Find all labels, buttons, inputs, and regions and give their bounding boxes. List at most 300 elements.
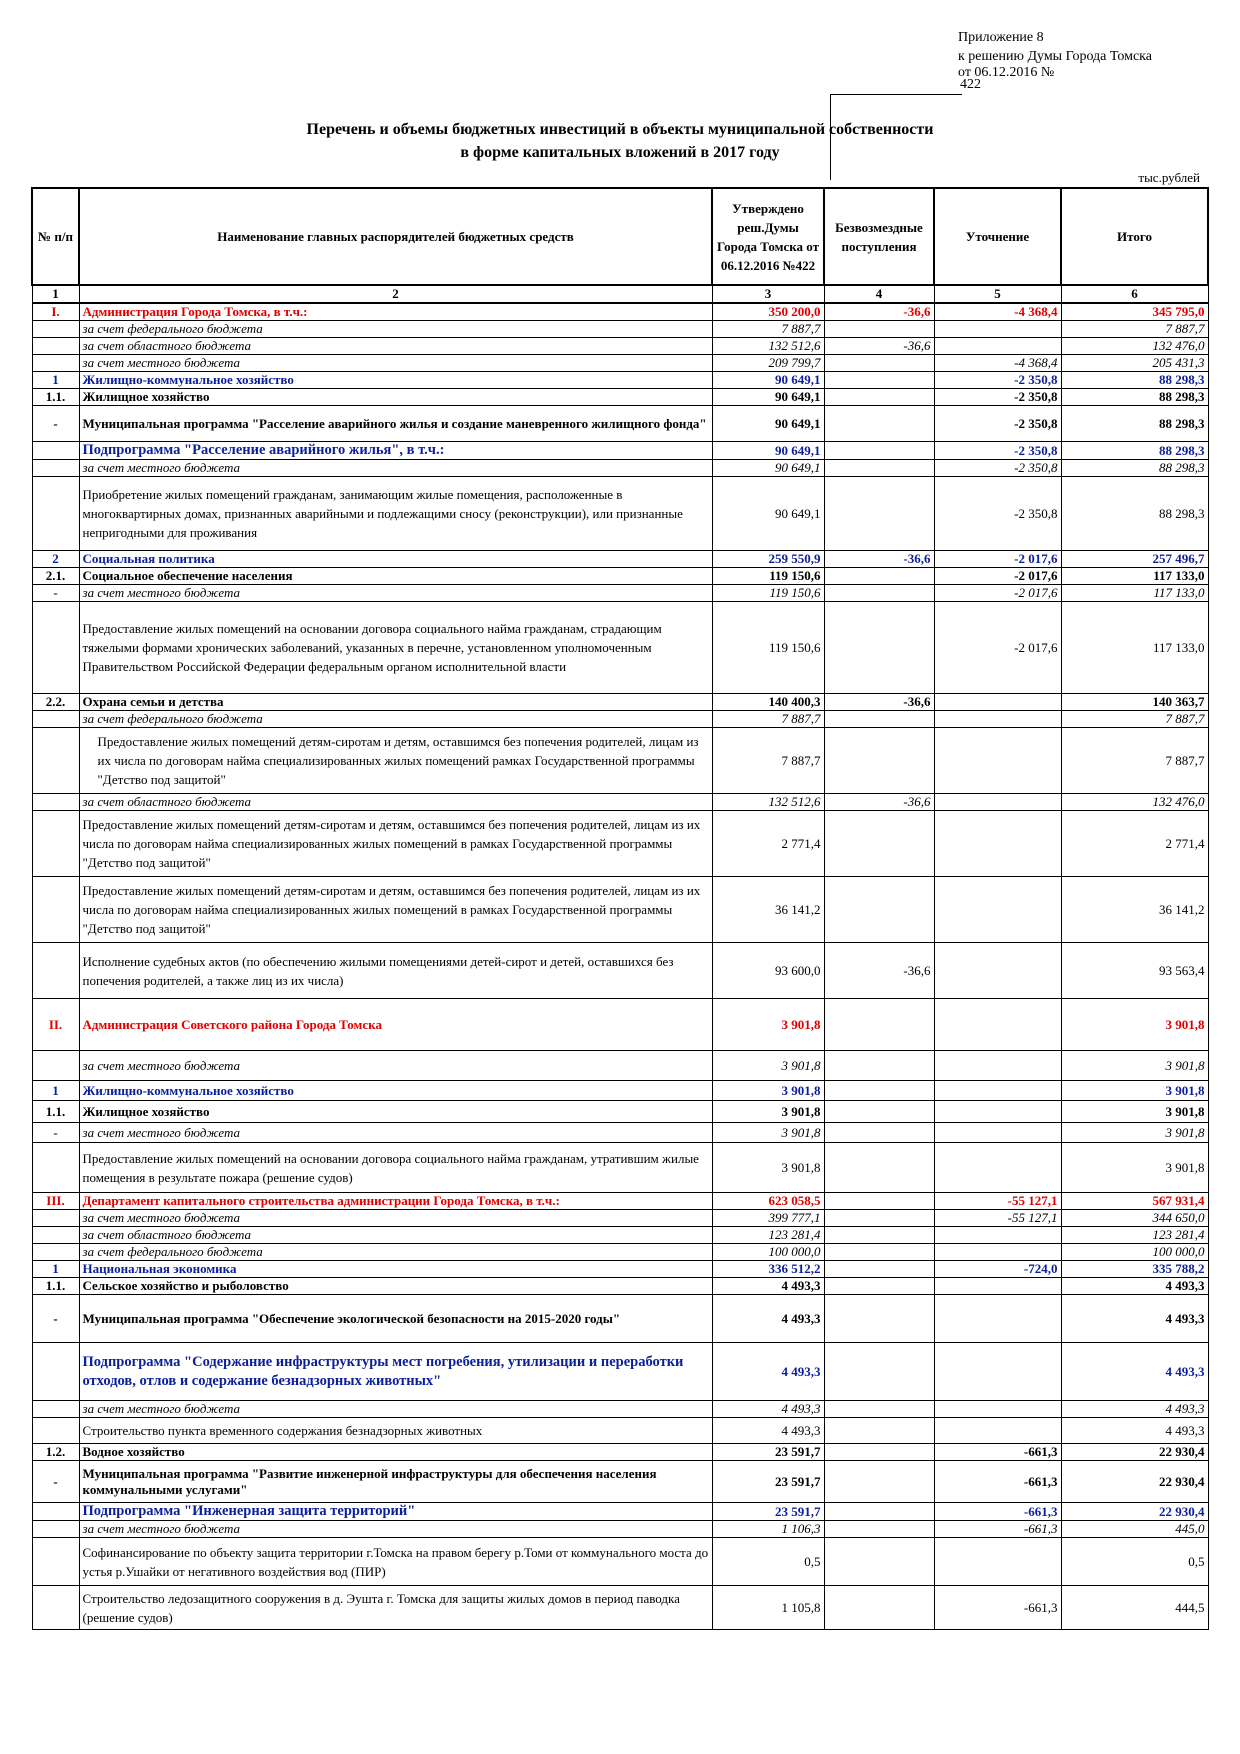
row-name: Строительство ледозащитного сооружения в д. Эушта г. Томска для защиты жилых домов в период паводка (решение судов) <box>79 1586 712 1630</box>
row-name: Подпрограмма "Содержание инфраструктуры мест погребения, утилизации и переработки отходов, отлов и содержание безнадзорных животных" <box>79 1343 712 1401</box>
row-approved-value: 0,5 <box>712 1538 824 1586</box>
table-row <box>32 794 1208 811</box>
row-name: Исполнение судебных актов (по обеспечению жилыми помещениями детей-сирот и детей, оставшихся без попечения родителей, а также лиц из их числа) <box>79 943 712 999</box>
row-name: Софинансирование по объекту защита территории г.Томска на правом берегу р.Томи от коммунального моста до устья р.Ушайки от негативного воздействия вод (ПИР) <box>79 1538 712 1586</box>
row-total-value: 335 788,2 <box>1061 1261 1208 1278</box>
table-row <box>32 1418 1208 1444</box>
row-clarification-value: -661,3 <box>934 1444 1061 1461</box>
row-grants-value <box>824 389 934 406</box>
col-header-clarification: Уточнение <box>934 188 1061 285</box>
row-clarification-value: -2 350,8 <box>934 389 1061 406</box>
row-number <box>32 943 79 999</box>
row-number <box>32 442 79 460</box>
row-total-value: 3 901,8 <box>1061 1051 1208 1081</box>
table-row <box>32 477 1208 551</box>
row-approved-value: 119 150,6 <box>712 602 824 694</box>
row-total-value: 36 141,2 <box>1061 877 1208 943</box>
row-name: Социальное обеспечение населения <box>79 568 712 585</box>
row-grants-value <box>824 568 934 585</box>
column-index-1: 1 <box>32 285 79 303</box>
row-approved-value: 350 200,0 <box>712 303 824 321</box>
row-grants-value <box>824 1521 934 1538</box>
decision-number-label: 422 <box>960 77 981 92</box>
row-name: Предоставление жилых помещений детям-сиротам и детям, оставшимся без попечения родителей, лицам из их числа по договорам найма специализированных жилых помещений в рамках Государственной программы "Детство под защитой" <box>79 877 712 943</box>
row-clarification-value <box>934 1101 1061 1123</box>
row-total-value: 567 931,4 <box>1061 1193 1208 1210</box>
row-approved-value: 209 799,7 <box>712 355 824 372</box>
row-grants-value <box>824 1143 934 1193</box>
row-total-value: 22 930,4 <box>1061 1503 1208 1521</box>
row-number <box>32 794 79 811</box>
row-clarification-value <box>934 1051 1061 1081</box>
row-name: Приобретение жилых помещений гражданам, занимающим жилые помещения, расположенные в многоквартирных домах, признанных аварийными и подлежащими сносу (реконструкции), или признанные непригодными для проживания <box>79 477 712 551</box>
row-total-value: 4 493,3 <box>1061 1418 1208 1444</box>
table-row <box>32 1343 1208 1401</box>
row-clarification-value <box>934 728 1061 794</box>
row-grants-value <box>824 999 934 1051</box>
row-total-value: 3 901,8 <box>1061 1143 1208 1193</box>
col-header-grants: Безвозмездные поступления <box>824 188 934 285</box>
decision-label: к решению Думы Города Томска <box>958 49 1152 64</box>
row-grants-value <box>824 1244 934 1261</box>
row-number <box>32 711 79 728</box>
row-approved-value: 132 512,6 <box>712 794 824 811</box>
row-total-value: 444,5 <box>1061 1586 1208 1630</box>
row-approved-value: 4 493,3 <box>712 1418 824 1444</box>
row-approved-value: 132 512,6 <box>712 338 824 355</box>
row-number <box>32 1586 79 1630</box>
row-number <box>32 321 79 338</box>
row-grants-value <box>824 602 934 694</box>
row-total-value: 7 887,7 <box>1061 321 1208 338</box>
table-row <box>32 1538 1208 1586</box>
row-grants-value <box>824 406 934 442</box>
table-row <box>32 1081 1208 1101</box>
row-grants-value <box>824 1538 934 1586</box>
row-total-value: 4 493,3 <box>1061 1343 1208 1401</box>
table-row <box>32 602 1208 694</box>
row-total-value: 205 431,3 <box>1061 355 1208 372</box>
row-grants-value <box>824 1444 934 1461</box>
table-row <box>32 568 1208 585</box>
row-number: - <box>32 1295 79 1343</box>
row-total-value: 88 298,3 <box>1061 372 1208 389</box>
row-number <box>32 355 79 372</box>
row-name: за счет местного бюджета <box>79 1401 712 1418</box>
row-number <box>32 477 79 551</box>
row-name: Водное хозяйство <box>79 1444 712 1461</box>
row-name: Предоставление жилых помещений детям-сиротам и детям, оставшимся без попечения родителей, лицам из их числа по договорам найма специализированных жилых помещений рамках Государственной программы "Детство под защитой" <box>79 728 712 794</box>
row-number <box>32 1051 79 1081</box>
table-row <box>32 442 1208 460</box>
row-approved-value: 23 591,7 <box>712 1461 824 1503</box>
row-approved-value: 119 150,6 <box>712 568 824 585</box>
row-approved-value: 623 058,5 <box>712 1193 824 1210</box>
row-clarification-value: -2 350,8 <box>934 372 1061 389</box>
row-grants-value <box>824 460 934 477</box>
row-number <box>32 877 79 943</box>
row-clarification-value: -2 350,8 <box>934 442 1061 460</box>
row-approved-value: 3 901,8 <box>712 1143 824 1193</box>
row-name: Предоставление жилых помещений детям-сиротам и детям, оставшимся без попечения родителей, лицам из их числа по договорам найма специализированных жилых помещений в рамках Государственной программы "Детство под защитой" <box>79 811 712 877</box>
row-approved-value: 7 887,7 <box>712 321 824 338</box>
row-name: Сельское хозяйство и рыболовство <box>79 1278 712 1295</box>
row-approved-value: 399 777,1 <box>712 1210 824 1227</box>
row-number: 1.1. <box>32 389 79 406</box>
row-approved-value: 23 591,7 <box>712 1444 824 1461</box>
table-row <box>32 1444 1208 1461</box>
row-total-value: 4 493,3 <box>1061 1278 1208 1295</box>
table-row <box>32 1143 1208 1193</box>
row-approved-value: 90 649,1 <box>712 389 824 406</box>
row-clarification-value <box>934 1538 1061 1586</box>
row-number <box>32 1343 79 1401</box>
table-row <box>32 999 1208 1051</box>
row-number <box>32 1227 79 1244</box>
row-total-value: 88 298,3 <box>1061 442 1208 460</box>
row-clarification-value: -661,3 <box>934 1461 1061 1503</box>
appendix-label: Приложение 8 <box>958 30 1044 45</box>
row-grants-value <box>824 355 934 372</box>
table-row <box>32 1503 1208 1521</box>
row-number <box>32 1244 79 1261</box>
row-total-value: 117 133,0 <box>1061 602 1208 694</box>
row-approved-value: 1 105,8 <box>712 1586 824 1630</box>
row-approved-value: 4 493,3 <box>712 1278 824 1295</box>
row-clarification-value <box>934 1244 1061 1261</box>
row-total-value: 4 493,3 <box>1061 1295 1208 1343</box>
row-grants-value <box>824 1261 934 1278</box>
table-row <box>32 460 1208 477</box>
row-approved-value: 3 901,8 <box>712 1081 824 1101</box>
row-approved-value: 3 901,8 <box>712 999 824 1051</box>
row-name: за счет местного бюджета <box>79 460 712 477</box>
row-clarification-value: -2 350,8 <box>934 477 1061 551</box>
row-number <box>32 460 79 477</box>
row-total-value: 88 298,3 <box>1061 406 1208 442</box>
row-name: за счет местного бюджета <box>79 585 712 602</box>
row-name: Социальная политика <box>79 551 712 568</box>
column-index-3: 3 <box>712 285 824 303</box>
row-grants-value: -36,6 <box>824 303 934 321</box>
row-approved-value: 90 649,1 <box>712 442 824 460</box>
row-approved-value: 4 493,3 <box>712 1401 824 1418</box>
row-total-value: 117 133,0 <box>1061 568 1208 585</box>
row-grants-value <box>824 477 934 551</box>
row-grants-value <box>824 1295 934 1343</box>
row-clarification-value <box>934 321 1061 338</box>
row-grants-value: -36,6 <box>824 694 934 711</box>
row-approved-value: 119 150,6 <box>712 585 824 602</box>
row-grants-value <box>824 1081 934 1101</box>
row-approved-value: 3 901,8 <box>712 1101 824 1123</box>
row-number: 1 <box>32 372 79 389</box>
row-name: Жилищно-коммунальное хозяйство <box>79 1081 712 1101</box>
row-approved-value: 140 400,3 <box>712 694 824 711</box>
appendix-header <box>958 28 1152 92</box>
row-name: Жилищное хозяйство <box>79 389 712 406</box>
table-row <box>32 877 1208 943</box>
title-line-1: Перечень и объемы бюджетных инвестиций в объекты муниципальной собственности <box>306 121 934 138</box>
row-number: III. <box>32 1193 79 1210</box>
row-grants-value <box>824 811 934 877</box>
column-index-4: 4 <box>824 285 934 303</box>
table-row <box>32 1210 1208 1227</box>
row-total-value: 88 298,3 <box>1061 477 1208 551</box>
row-approved-value: 7 887,7 <box>712 711 824 728</box>
row-number <box>32 1143 79 1193</box>
row-number <box>32 338 79 355</box>
table-row <box>32 943 1208 999</box>
table-row <box>32 1401 1208 1418</box>
table-row <box>32 1101 1208 1123</box>
row-grants-value <box>824 321 934 338</box>
row-total-value: 22 930,4 <box>1061 1444 1208 1461</box>
table-header-row <box>32 188 1208 285</box>
table-row <box>32 1295 1208 1343</box>
row-number: - <box>32 1123 79 1143</box>
row-total-value: 123 281,4 <box>1061 1227 1208 1244</box>
row-clarification-value <box>934 943 1061 999</box>
row-name: Муниципальная программа "Развитие инженерной инфраструктуры для обеспечения населения коммунальными услугами" <box>79 1461 712 1503</box>
table-row <box>32 711 1208 728</box>
row-number: 2.2. <box>32 694 79 711</box>
row-clarification-value <box>934 811 1061 877</box>
row-name: Подпрограмма "Расселение аварийного жилья", в т.ч.: <box>79 442 712 460</box>
row-clarification-value <box>934 1123 1061 1143</box>
col-header-name: Наименование главных распорядителей бюджетных средств <box>79 188 712 285</box>
row-total-value: 345 795,0 <box>1061 303 1208 321</box>
row-number: - <box>32 585 79 602</box>
table-row <box>32 1051 1208 1081</box>
row-number: 2.1. <box>32 568 79 585</box>
row-grants-value <box>824 1210 934 1227</box>
row-name: за счет областного бюджета <box>79 338 712 355</box>
row-total-value: 93 563,4 <box>1061 943 1208 999</box>
row-approved-value: 123 281,4 <box>712 1227 824 1244</box>
row-grants-value <box>824 1461 934 1503</box>
row-number: II. <box>32 999 79 1051</box>
table-row <box>32 585 1208 602</box>
row-number: 1.2. <box>32 1444 79 1461</box>
table-row <box>32 1227 1208 1244</box>
row-grants-value <box>824 1278 934 1295</box>
row-name: Департамент капитального строительства администрации Города Томска, в т.ч.: <box>79 1193 712 1210</box>
row-clarification-value: -2 350,8 <box>934 460 1061 477</box>
row-name: Муниципальная программа "Расселение аварийного жилья и создание маневренного жилищного фонда" <box>79 406 712 442</box>
row-name: Предоставление жилых помещений на основании договора социального найма гражданам, утратившим жилые помещения в результате пожара (решение судов) <box>79 1143 712 1193</box>
row-clarification-value <box>934 877 1061 943</box>
row-name: Муниципальная программа "Обеспечение экологической безопасности на 2015-2020 годы" <box>79 1295 712 1343</box>
row-clarification-value: -55 127,1 <box>934 1210 1061 1227</box>
table-row <box>32 389 1208 406</box>
row-grants-value <box>824 1343 934 1401</box>
row-grants-value <box>824 1101 934 1123</box>
row-total-value: 132 476,0 <box>1061 338 1208 355</box>
row-number <box>32 728 79 794</box>
row-total-value: 132 476,0 <box>1061 794 1208 811</box>
row-clarification-value: -4 368,4 <box>934 355 1061 372</box>
row-name: за счет местного бюджета <box>79 1210 712 1227</box>
row-name: Строительство пункта временного содержания безнадзорных животных <box>79 1418 712 1444</box>
budget-table <box>31 187 1209 1630</box>
row-clarification-value <box>934 1143 1061 1193</box>
row-name: Национальная экономика <box>79 1261 712 1278</box>
row-total-value: 3 901,8 <box>1061 1081 1208 1101</box>
table-row <box>32 1521 1208 1538</box>
row-name: Охрана семьи и детства <box>79 694 712 711</box>
row-number <box>32 602 79 694</box>
row-grants-value <box>824 711 934 728</box>
table-row <box>32 551 1208 568</box>
row-clarification-value: -4 368,4 <box>934 303 1061 321</box>
row-approved-value: 93 600,0 <box>712 943 824 999</box>
row-approved-value: 100 000,0 <box>712 1244 824 1261</box>
row-number <box>32 1538 79 1586</box>
row-clarification-value <box>934 1278 1061 1295</box>
row-total-value: 140 363,7 <box>1061 694 1208 711</box>
row-total-value: 3 901,8 <box>1061 999 1208 1051</box>
table-row <box>32 1193 1208 1210</box>
units-label: тыс.рублей <box>1138 170 1200 185</box>
row-clarification-value: -661,3 <box>934 1521 1061 1538</box>
table-row <box>32 811 1208 877</box>
row-approved-value: 7 887,7 <box>712 728 824 794</box>
col-header-approved: Утверждено реш.Думы Города Томска от 06.12.2016 №422 <box>712 188 824 285</box>
row-number <box>32 1401 79 1418</box>
row-clarification-value <box>934 1401 1061 1418</box>
row-total-value: 7 887,7 <box>1061 728 1208 794</box>
row-total-value: 3 901,8 <box>1061 1101 1208 1123</box>
row-grants-value <box>824 585 934 602</box>
row-approved-value: 259 550,9 <box>712 551 824 568</box>
row-clarification-value: -2 017,6 <box>934 585 1061 602</box>
row-clarification-value <box>934 338 1061 355</box>
table-row <box>32 1278 1208 1295</box>
table-row <box>32 321 1208 338</box>
row-grants-value: -36,6 <box>824 338 934 355</box>
row-name: за счет местного бюджета <box>79 1521 712 1538</box>
column-index-2: 2 <box>79 285 712 303</box>
table-row <box>32 406 1208 442</box>
table-row <box>32 728 1208 794</box>
row-number: 1.1. <box>32 1278 79 1295</box>
row-name: за счет местного бюджета <box>79 1123 712 1143</box>
row-grants-value <box>824 1418 934 1444</box>
decision-date-label: от 06.12.2016 № <box>958 65 1055 80</box>
row-name: Жилищное хозяйство <box>79 1101 712 1123</box>
row-approved-value: 2 771,4 <box>712 811 824 877</box>
table-row <box>32 1123 1208 1143</box>
row-name: Подпрограмма "Инженерная защита территорий" <box>79 1503 712 1521</box>
row-name: Администрация Советского района Города Томска <box>79 999 712 1051</box>
page-title <box>180 118 1060 164</box>
column-index-6: 6 <box>1061 285 1208 303</box>
row-total-value: 117 133,0 <box>1061 585 1208 602</box>
row-approved-value: 90 649,1 <box>712 372 824 389</box>
row-name: за счет федерального бюджета <box>79 1244 712 1261</box>
row-total-value: 22 930,4 <box>1061 1461 1208 1503</box>
row-approved-value: 4 493,3 <box>712 1295 824 1343</box>
row-grants-value: -36,6 <box>824 943 934 999</box>
row-name: за счет местного бюджета <box>79 1051 712 1081</box>
row-number: 1.1. <box>32 1101 79 1123</box>
row-number <box>32 1418 79 1444</box>
row-approved-value: 36 141,2 <box>712 877 824 943</box>
row-name: за счет областного бюджета <box>79 794 712 811</box>
table-row <box>32 1461 1208 1503</box>
row-grants-value <box>824 1586 934 1630</box>
row-name: Администрация Города Томска, в т.ч.: <box>79 303 712 321</box>
row-total-value: 100 000,0 <box>1061 1244 1208 1261</box>
row-clarification-value <box>934 694 1061 711</box>
row-grants-value <box>824 442 934 460</box>
row-approved-value: 3 901,8 <box>712 1123 824 1143</box>
row-clarification-value <box>934 1295 1061 1343</box>
row-number: - <box>32 406 79 442</box>
row-clarification-value <box>934 1227 1061 1244</box>
row-number <box>32 811 79 877</box>
row-total-value: 4 493,3 <box>1061 1401 1208 1418</box>
row-clarification-value <box>934 794 1061 811</box>
column-index-5: 5 <box>934 285 1061 303</box>
row-approved-value: 336 512,2 <box>712 1261 824 1278</box>
row-total-value: 3 901,8 <box>1061 1123 1208 1143</box>
row-number: 1 <box>32 1261 79 1278</box>
row-name: за счет местного бюджета <box>79 355 712 372</box>
row-approved-value: 1 106,3 <box>712 1521 824 1538</box>
row-total-value: 88 298,3 <box>1061 460 1208 477</box>
row-total-value: 445,0 <box>1061 1521 1208 1538</box>
row-grants-value <box>824 728 934 794</box>
table-row <box>32 694 1208 711</box>
row-name: за счет федерального бюджета <box>79 321 712 338</box>
row-approved-value: 90 649,1 <box>712 477 824 551</box>
row-number: 1 <box>32 1081 79 1101</box>
row-clarification-value <box>934 1418 1061 1444</box>
row-approved-value: 4 493,3 <box>712 1343 824 1401</box>
row-grants-value <box>824 1193 934 1210</box>
table-row <box>32 1586 1208 1630</box>
row-number <box>32 1503 79 1521</box>
column-index-row <box>32 285 1208 303</box>
row-name: Предоставление жилых помещений на основании договора социального найма гражданам, страдающим тяжелыми формами хронических заболеваний, указанных в перечне, установленном уполномоченным Правительством Российской Федерации федеральным органом исполнительной власти <box>79 602 712 694</box>
row-grants-value <box>824 1123 934 1143</box>
row-clarification-value: -661,3 <box>934 1586 1061 1630</box>
title-line-2: в форме капитальных вложений в 2017 году <box>460 144 780 161</box>
row-grants-value <box>824 1051 934 1081</box>
row-total-value: 0,5 <box>1061 1538 1208 1586</box>
row-clarification-value <box>934 1081 1061 1101</box>
col-header-number: № п/п <box>32 188 79 285</box>
row-approved-value: 3 901,8 <box>712 1051 824 1081</box>
table-row <box>32 1244 1208 1261</box>
row-clarification-value: -2 350,8 <box>934 406 1061 442</box>
table-row <box>32 372 1208 389</box>
col-header-total: Итого <box>1061 188 1208 285</box>
row-number <box>32 1521 79 1538</box>
row-total-value: 88 298,3 <box>1061 389 1208 406</box>
row-grants-value: -36,6 <box>824 551 934 568</box>
row-number <box>32 1210 79 1227</box>
row-clarification-value: -2 017,6 <box>934 551 1061 568</box>
row-grants-value <box>824 1227 934 1244</box>
row-number: 2 <box>32 551 79 568</box>
row-clarification-value <box>934 999 1061 1051</box>
table-row <box>32 355 1208 372</box>
row-total-value: 344 650,0 <box>1061 1210 1208 1227</box>
row-clarification-value: -2 017,6 <box>934 602 1061 694</box>
